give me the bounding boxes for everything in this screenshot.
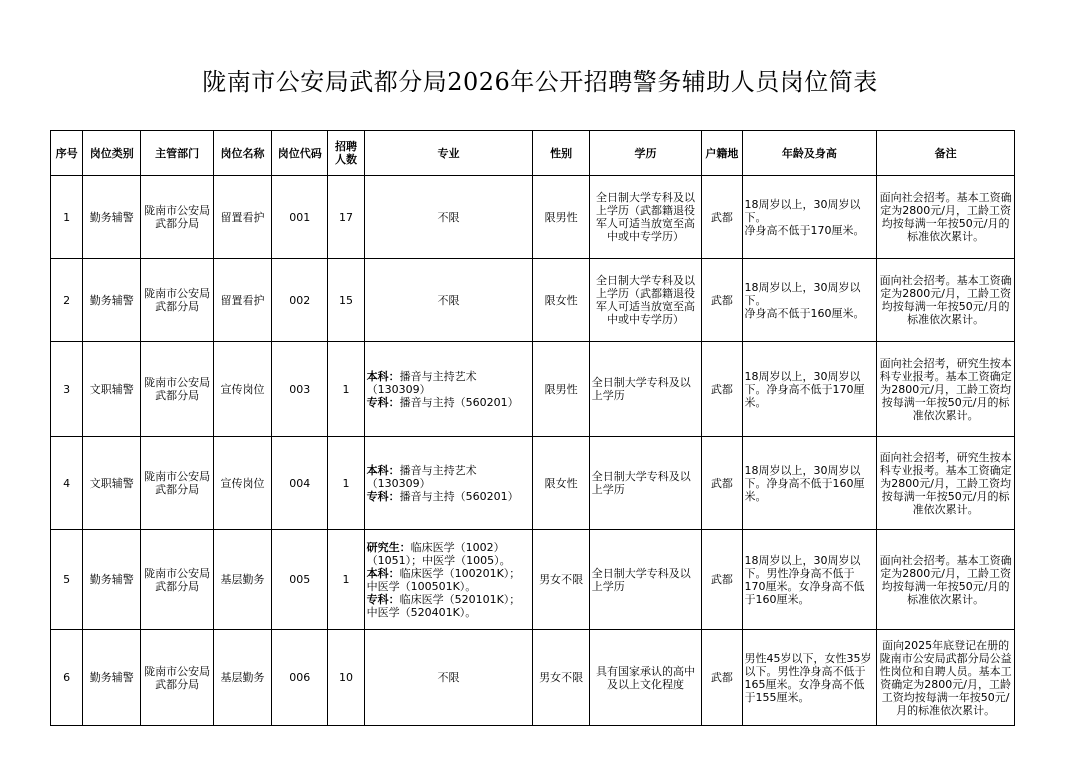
major-text: 临床医学（100201K）；中医学（100501K）。 xyxy=(366,566,521,593)
cell-note: 面向社会招考。基本工资确定为2800元/月，工龄工资均按每满一年按50元/月的标准依次累计。 xyxy=(877,530,1015,630)
major-level-label: 研究生： xyxy=(366,540,411,554)
header-col-gender: 性别 xyxy=(533,131,589,176)
table-header-row xyxy=(51,131,1015,176)
major-text: 临床医学（1002）（1051）；中医学（1005）。 xyxy=(366,540,511,567)
page-title: 陇南市公安局武都分局2026年公开招聘警务辅助人员岗位简表 xyxy=(202,68,878,96)
major-entry xyxy=(367,294,531,307)
cell-post: 基层勤务 xyxy=(213,530,271,630)
major-level-label: 专科： xyxy=(366,489,400,503)
cell-count: 1 xyxy=(328,437,364,530)
major-text: 播音与主持（560201） xyxy=(399,395,519,409)
major-text: 不限 xyxy=(437,671,460,684)
major-text: 播音与主持（560201） xyxy=(399,489,519,503)
cell-origin: 武都 xyxy=(702,630,742,726)
cell-code: 001 xyxy=(272,176,328,259)
major-level-label: 本科： xyxy=(366,463,400,477)
header-col-category: 岗位类别 xyxy=(83,131,141,176)
cell-dept: 陇南市公安局武都分局 xyxy=(141,630,213,726)
major-entry xyxy=(367,541,531,567)
major-entry xyxy=(367,464,531,490)
major-text: 播音与主持艺术（130309） xyxy=(366,463,477,490)
major-level-label: 专科： xyxy=(366,592,400,606)
cell-no: 4 xyxy=(51,437,83,530)
cell-origin: 武都 xyxy=(702,437,742,530)
cell-age: 18周岁以上，30周岁以下。 净身高不低于170厘米。 xyxy=(742,176,877,259)
cell-post: 基层勤务 xyxy=(213,630,271,726)
cell-major xyxy=(364,342,533,437)
cell-dept: 陇南市公安局武都分局 xyxy=(141,437,213,530)
major-level-label: 本科： xyxy=(366,566,400,580)
cell-gender: 限男性 xyxy=(533,342,589,437)
major-entry xyxy=(367,593,531,619)
cell-count: 1 xyxy=(328,342,364,437)
cell-count: 17 xyxy=(328,176,364,259)
cell-note: 面向2025年底登记在册的陇南市公安局武都分局公益性岗位和自聘人员。基本工资确定为2800元/月，工龄工资均按每满一年按50元/月的标准依次累计。 xyxy=(877,630,1015,726)
cell-dept: 陇南市公安局武都分局 xyxy=(141,530,213,630)
cell-edu: 全日制大学专科及以上学历 xyxy=(589,530,702,630)
cell-no: 6 xyxy=(51,630,83,726)
cell-origin: 武都 xyxy=(702,342,742,437)
header-col-no: 序号 xyxy=(51,131,83,176)
cell-dept: 陇南市公安局武都分局 xyxy=(141,342,213,437)
cell-category: 勤务辅警 xyxy=(83,176,141,259)
cell-major xyxy=(364,530,533,630)
cell-no: 5 xyxy=(51,530,83,630)
major-entry xyxy=(367,396,531,409)
cell-gender: 限女性 xyxy=(533,437,589,530)
table-row xyxy=(51,342,1015,437)
cell-origin: 武都 xyxy=(702,259,742,342)
cell-edu: 全日制大学专科及以上学历 xyxy=(589,342,702,437)
major-level-label: 专科： xyxy=(366,395,400,409)
cell-note: 面向社会招考。基本工资确定为2800元/月，工龄工资均按每满一年按50元/月的标准依次累计。 xyxy=(877,176,1015,259)
table-row xyxy=(51,176,1015,259)
cell-note: 面向社会招考，研究生按本科专业报考。基本工资确定为2800元/月，工龄工资均按每满一年按50元/月的标准依次累计。 xyxy=(877,342,1015,437)
header-col-major: 专业 xyxy=(364,131,533,176)
major-entry xyxy=(367,567,531,593)
cell-edu: 全日制大学专科及以上学历（武都籍退役军人可适当放宽至高中或中专学历） xyxy=(589,259,702,342)
header-col-note: 备注 xyxy=(877,131,1015,176)
major-text: 临床医学（520101K）；中医学（520401K）。 xyxy=(366,592,521,619)
cell-no: 3 xyxy=(51,342,83,437)
cell-post: 宣传岗位 xyxy=(213,437,271,530)
major-text: 播音与主持艺术（130309） xyxy=(366,369,477,396)
cell-count: 1 xyxy=(328,530,364,630)
table-row xyxy=(51,259,1015,342)
cell-post: 留置看护 xyxy=(213,176,271,259)
cell-no: 1 xyxy=(51,176,83,259)
cell-age: 18周岁以上，30周岁以下。男性净身高不低于170厘米。女净身高不低于160厘米。 xyxy=(742,530,877,630)
cell-category: 文职辅警 xyxy=(83,437,141,530)
header-col-origin: 户籍地 xyxy=(702,131,742,176)
cell-gender: 男女不限 xyxy=(533,630,589,726)
table-body xyxy=(51,176,1015,726)
cell-post: 宣传岗位 xyxy=(213,342,271,437)
header-col-edu: 学历 xyxy=(589,131,702,176)
cell-major xyxy=(364,176,533,259)
cell-dept: 陇南市公安局武都分局 xyxy=(141,176,213,259)
cell-no: 2 xyxy=(51,259,83,342)
major-entry xyxy=(367,370,531,396)
major-text: 不限 xyxy=(437,293,460,307)
cell-count: 10 xyxy=(328,630,364,726)
cell-category: 勤务辅警 xyxy=(83,530,141,630)
cell-age: 18周岁以上，30周岁以下。净身高不低于160厘米。 xyxy=(742,437,877,530)
cell-age: 18周岁以上，30周岁以下。净身高不低于170厘米。 xyxy=(742,342,877,437)
header-col-code: 岗位代码 xyxy=(272,131,328,176)
cell-gender: 男女不限 xyxy=(533,530,589,630)
cell-code: 003 xyxy=(272,342,328,437)
major-text: 不限 xyxy=(437,210,460,224)
cell-edu: 具有国家承认的高中及以上文化程度 xyxy=(589,630,702,726)
cell-dept: 陇南市公安局武都分局 xyxy=(141,259,213,342)
cell-gender: 限男性 xyxy=(533,176,589,259)
cell-major xyxy=(364,630,533,726)
major-level-label: 本科： xyxy=(366,369,400,383)
header-col-post: 岗位名称 xyxy=(213,131,271,176)
header-col-count: 招聘人数 xyxy=(328,131,364,176)
table-row xyxy=(51,630,1015,726)
major-entry xyxy=(367,211,531,224)
positions-table xyxy=(50,130,1015,726)
cell-code: 002 xyxy=(272,259,328,342)
cell-gender: 限女性 xyxy=(533,259,589,342)
cell-category: 勤务辅警 xyxy=(83,630,141,726)
cell-edu: 全日制大学专科及以上学历（武都籍退役军人可适当放宽至高中或中专学历） xyxy=(589,176,702,259)
cell-major xyxy=(364,437,533,530)
cell-age: 男性45岁以下，女性35岁以下。男性净身高不低于165厘米。女净身高不低于155厘米。 xyxy=(742,630,877,726)
cell-category: 勤务辅警 xyxy=(83,259,141,342)
table-row xyxy=(51,437,1015,530)
cell-origin: 武都 xyxy=(702,530,742,630)
cell-code: 006 xyxy=(272,630,328,726)
header-col-age: 年龄及身高 xyxy=(742,131,877,176)
cell-category: 文职辅警 xyxy=(83,342,141,437)
cell-age: 18周岁以上，30周岁以下。 净身高不低于160厘米。 xyxy=(742,259,877,342)
cell-code: 004 xyxy=(272,437,328,530)
major-entry xyxy=(367,490,531,503)
table-row xyxy=(51,530,1015,630)
major-entry xyxy=(367,671,531,684)
cell-note: 面向社会招考。基本工资确定为2800元/月，工龄工资均按每满一年按50元/月的标准依次累计。 xyxy=(877,259,1015,342)
cell-code: 005 xyxy=(272,530,328,630)
cell-post: 留置看护 xyxy=(213,259,271,342)
cell-note: 面向社会招考，研究生按本科专业报考。基本工资确定为2800元/月，工龄工资均按每满一年按50元/月的标准依次累计。 xyxy=(877,437,1015,530)
header-col-dept: 主管部门 xyxy=(141,131,213,176)
cell-edu: 全日制大学专科及以上学历 xyxy=(589,437,702,530)
cell-origin: 武都 xyxy=(702,176,742,259)
cell-count: 15 xyxy=(328,259,364,342)
cell-major xyxy=(364,259,533,342)
